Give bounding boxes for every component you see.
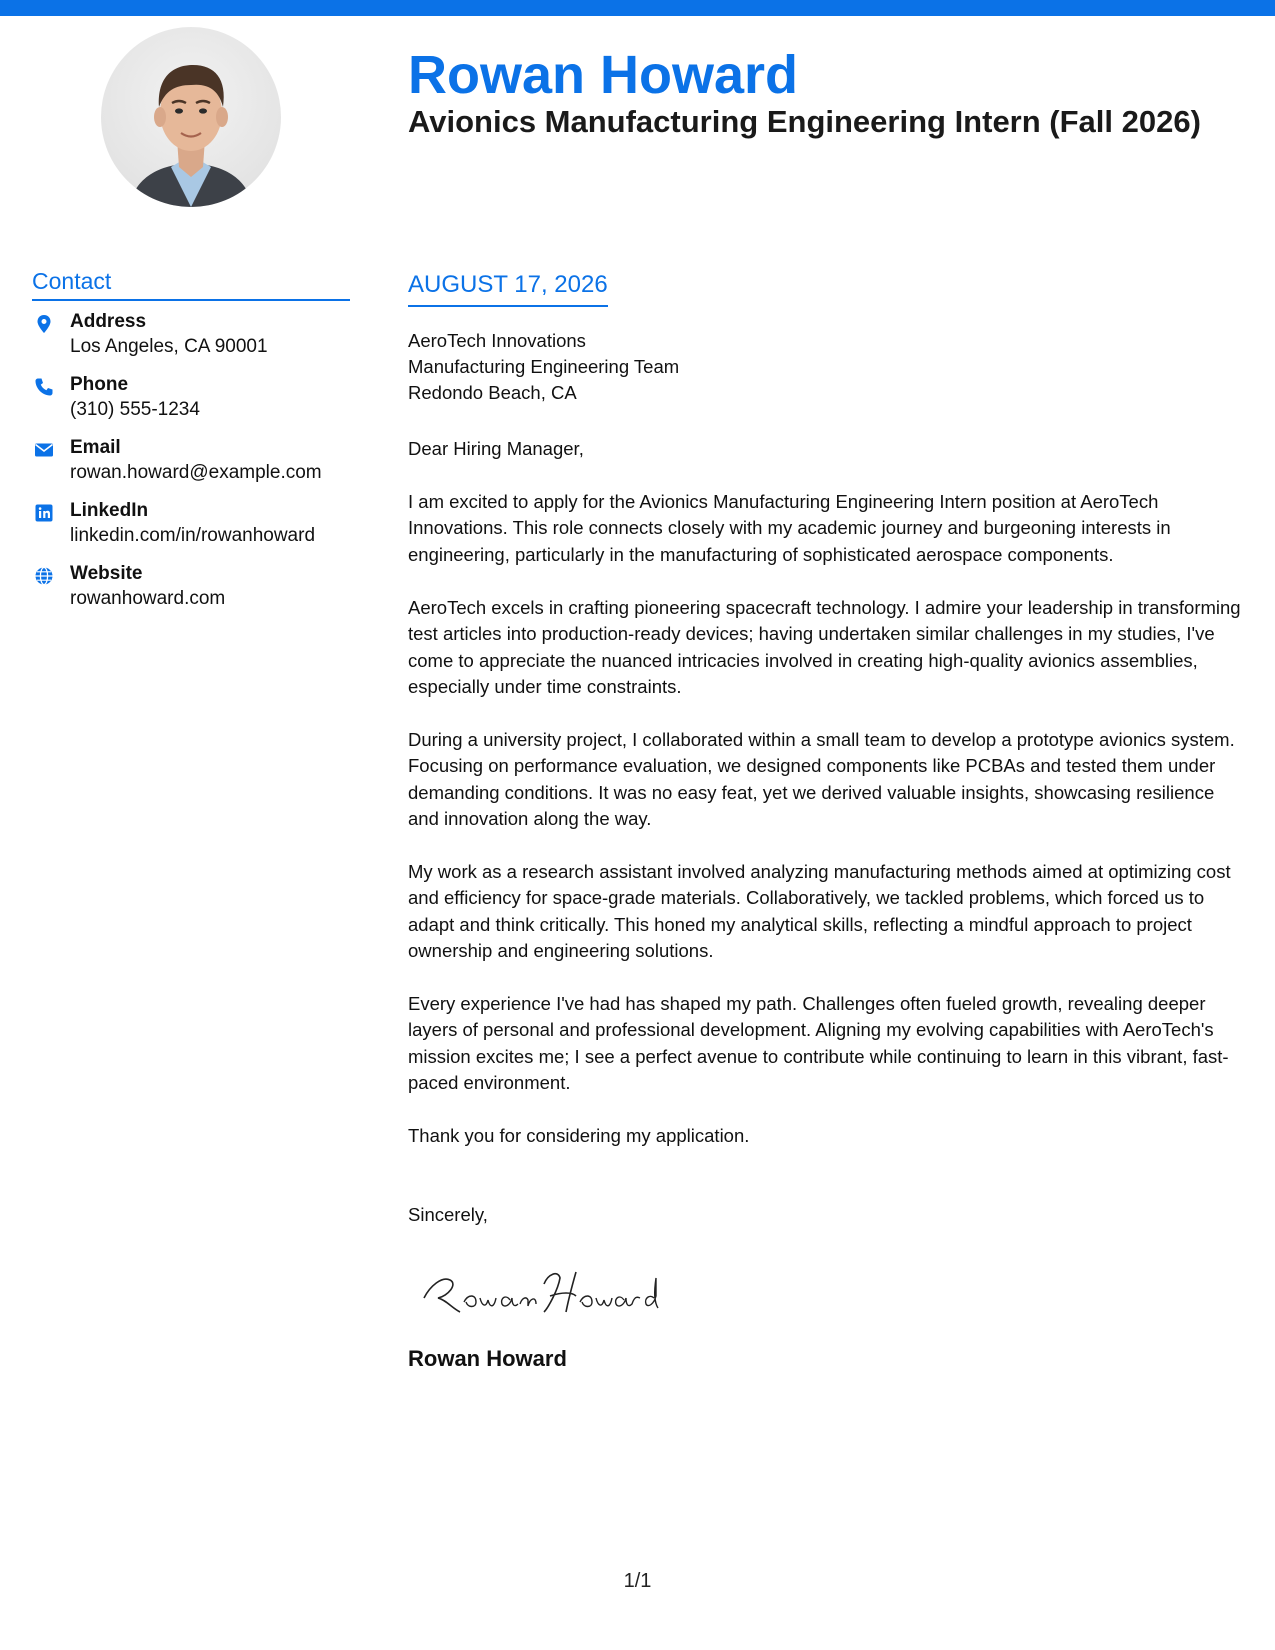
letter-paragraph: AeroTech excels in crafting pioneering spacecraft technology. I admire your leadership in transforming test articles into production-ready devices; having undertaken similar challenges in my studies, I've come to appreciate the nuanced intricacies involved in creating high-quality avionics assemblies, especially under time constraints. <box>408 597 1241 697</box>
thanks-line: Thank you for considering my application. <box>408 1125 750 1146</box>
greeting: Dear Hiring Manager, <box>408 438 584 459</box>
contact-email <box>32 436 362 492</box>
contact-label: Phone <box>70 374 129 395</box>
contact-value: Los Angeles, CA 90001 <box>70 336 268 357</box>
contact-label: Address <box>70 311 147 332</box>
contact-value: rowan.howard@example.com <box>70 462 322 483</box>
contact-heading: Contact <box>32 266 350 301</box>
contact-address <box>32 310 362 366</box>
contact-value: rowanhoward.com <box>70 588 226 609</box>
phone-icon <box>34 377 54 397</box>
recipient-block <box>408 328 679 406</box>
top-accent-bar <box>0 0 1275 16</box>
recipient-location: Redondo Beach, CA <box>408 382 577 403</box>
profile-photo <box>101 27 281 207</box>
letter-paragraph: During a university project, I collaborated within a small team to develop a prototype avionics system. Focusing on performance evaluation, we designed components like PCBAs and tested them under demanding conditions. It was no easy feat, yet we derived valuable insights, showcasing resilience and innovation along the way. <box>408 729 1235 829</box>
contact-label: LinkedIn <box>70 500 149 521</box>
contact-website <box>32 562 362 618</box>
recipient-team: Manufacturing Engineering Team <box>408 356 680 377</box>
location-pin-icon <box>34 314 54 334</box>
contact-label: Email <box>70 437 121 458</box>
linkedin-icon <box>34 503 54 523</box>
page-number: 1/1 <box>623 1570 652 1592</box>
signer-name: Rowan Howard <box>408 1346 567 1371</box>
contact-value: (310) 555-1234 <box>70 399 200 420</box>
contact-label: Website <box>70 563 143 584</box>
letter-paragraph: I am excited to apply for the Avionics Manufacturing Engineering Intern position at AeroTech Innovations. This role connects closely with my academic journey and burgeoning interests in engineering, particularly in the manufacturing of sophisticated aerospace components. <box>408 491 1171 565</box>
letter-paragraph: My work as a research assistant involved analyzing manufacturing methods aimed at optimizing cost and efficiency for space-grade materials. Collaboratively, we tackled problems, which forced us to adapt and think critically. This honed my analytical skills, reflecting a mindful approach to project ownership and engineering solutions. <box>408 861 1231 961</box>
handwritten-signature <box>420 1262 660 1320</box>
job-title: Avionics Manufacturing Engineering Intern (Fall 2026) <box>408 104 1201 139</box>
letter-date: AUGUST 17, 2026 <box>408 269 608 307</box>
envelope-icon <box>34 440 54 460</box>
contact-value: linkedin.com/in/rowanhoward <box>70 525 316 546</box>
closing: Sincerely, <box>408 1204 488 1225</box>
globe-icon <box>34 566 54 586</box>
applicant-name: Rowan Howard <box>408 45 799 105</box>
recipient-company: AeroTech Innovations <box>408 330 586 351</box>
letter-paragraph: Every experience I've had has shaped my path. Challenges often fueled growth, revealing deeper layers of personal and professional development. Aligning my evolving capabilities with AeroTech's mission excites me; I see a perfect avenue to contribute while continuing to learn in this vibrant, fast-paced environment. <box>408 993 1229 1093</box>
contact-linkedin <box>32 499 362 555</box>
contact-phone <box>32 373 362 429</box>
